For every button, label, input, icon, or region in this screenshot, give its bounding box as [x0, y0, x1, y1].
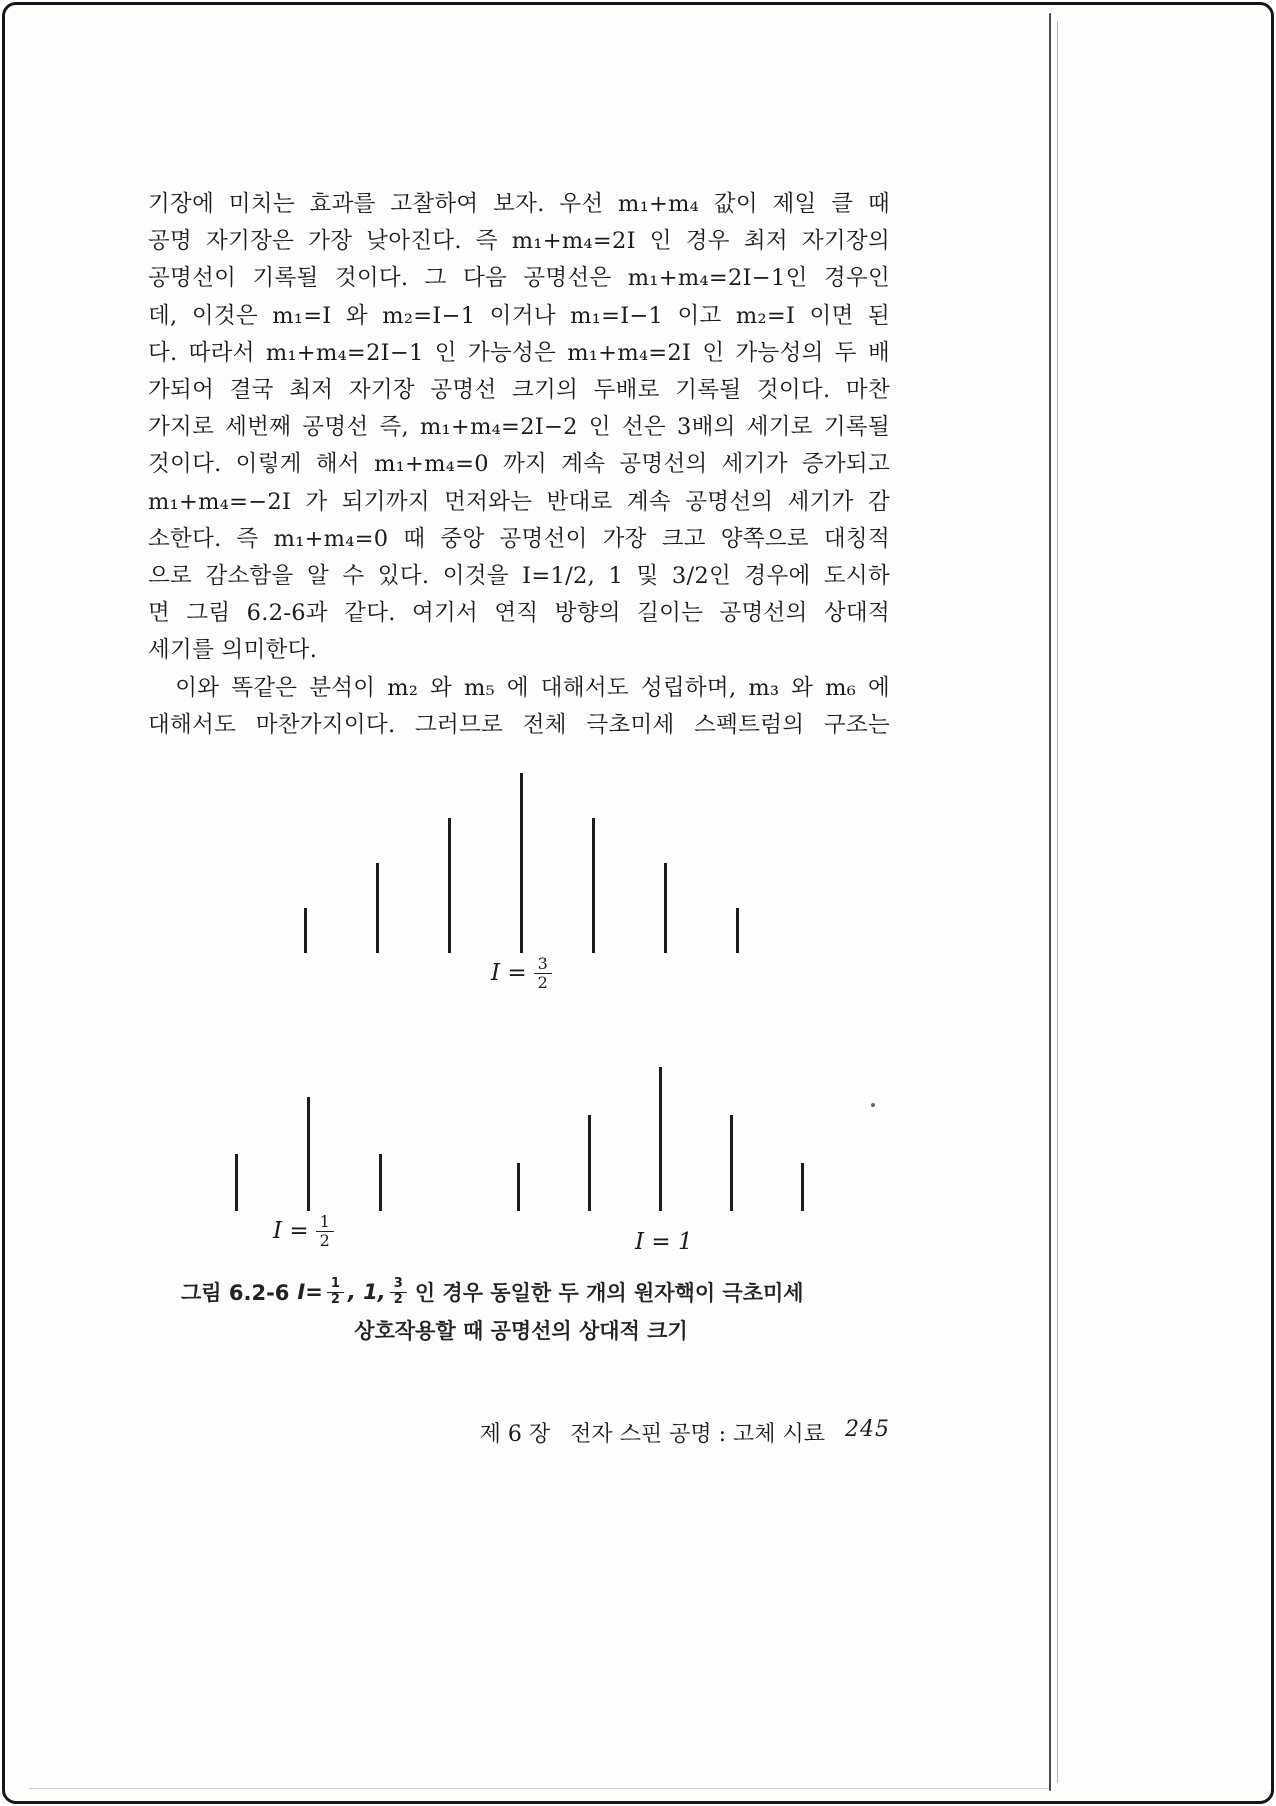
spectrum-label-I-1: [635, 1229, 693, 1255]
spectral-line: [730, 1115, 733, 1211]
body-line: 세기를 의미한다.: [148, 637, 318, 664]
spectrum-label-text: I =: [491, 960, 527, 987]
spectrum-label-text: I =: [273, 1218, 309, 1245]
body-line: 다. 따라서 m₁+m₄=2I−1 인 가능성은 m₁+m₄=2I 인 가능성의 두 배: [148, 339, 890, 366]
fraction-numerator: 3: [390, 1277, 407, 1292]
fraction: [390, 1277, 407, 1307]
spectral-line: [517, 1163, 520, 1211]
spectral-line: [664, 863, 667, 953]
fraction-denominator: 2: [330, 1291, 340, 1307]
figure-caption-line2: 상호작용할 때 공명선의 상대적 크기: [354, 1319, 688, 1343]
spectral-line: [379, 1154, 382, 1211]
page-number: 245: [845, 1417, 890, 1442]
spectrum-label-text: I = 1: [635, 1229, 693, 1255]
figure-number: 그림 6.2-6: [181, 1281, 290, 1305]
fraction: [316, 1213, 334, 1249]
fraction: [327, 1277, 344, 1307]
chapter-label: 제 6 장: [479, 1422, 551, 1447]
body-line: 기장에 미치는 효과를 고찰하여 보자. 우선 m₁+m₄ 값이 제일 클 때: [148, 191, 890, 217]
spectral-line: [659, 1067, 662, 1211]
spectral-line: [736, 908, 739, 953]
chapter-title: 전자 스핀 공명 : 고체 시료: [570, 1422, 825, 1447]
fraction-denominator: 2: [537, 972, 548, 992]
body-line: 면 그림 6.2-6과 같다. 여기서 연직 방향의 길이는 공명선의 상대적: [148, 600, 890, 627]
book-page-edge-line: [1049, 13, 1051, 1791]
spectral-line: [801, 1163, 804, 1211]
spectral-line: [588, 1115, 591, 1211]
body-line: 것이다. 이렇게 해서 m₁+m₄=0 까지 계속 공명선의 세기가 증가되고: [148, 451, 890, 478]
spectral-line: [520, 773, 523, 953]
body-line: m₁+m₄=−2I 가 되기까지 먼저와는 반대로 계속 공명선의 세기가 감: [148, 488, 890, 515]
fraction-denominator: 2: [393, 1291, 403, 1307]
spectrum-I-3-2: [304, 773, 739, 953]
caption-math: [297, 1277, 406, 1307]
body-line: 이와 똑같은 분석이 m₂ 와 m₅ 에 대해서도 성립하며, m₃ 와 m₆ 에: [148, 674, 890, 701]
spectrum-I-1: [517, 1067, 804, 1211]
spectrum-I-1-2: [235, 1097, 382, 1211]
fraction-numerator: 3: [534, 955, 552, 974]
figure-caption: [181, 1277, 925, 1345]
body-line: 공명선이 기록될 것이다. 그 다음 공명선은 m₁+m₄=2I−1인 경우인: [148, 265, 890, 292]
spectrum-label-I-1-2: [273, 1213, 334, 1249]
fraction-denominator: 2: [319, 1230, 330, 1250]
book-page: [2, 2, 1274, 1804]
spectrum-label-I-3-2: [491, 955, 552, 991]
spectral-line: [448, 818, 451, 953]
body-text: [148, 186, 890, 744]
caption-math-mid: , 1,: [347, 1280, 386, 1304]
body-line: 공명 자기장은 가장 낮아진다. 즉 m₁+m₄=2I 인 경우 최저 자기장의: [148, 228, 890, 255]
caption-math-pre: I=: [297, 1280, 323, 1304]
body-line: 가되어 결국 최저 자기장 공명선 크기의 두배로 기록될 것이다. 마찬: [148, 377, 890, 404]
book-page-edge-line-light: [1057, 21, 1058, 1783]
body-line: 소한다. 즉 m₁+m₄=0 때 중앙 공명선이 가장 크고 양쪽으로 대칭적: [148, 525, 890, 552]
body-line: 대해서도 마찬가지이다. 그러므로 전체 극초미세 스펙트럼의 구조는: [148, 711, 890, 738]
scan-artifact-dot: [871, 1103, 875, 1107]
spectral-line: [307, 1097, 310, 1211]
page-footer: [148, 1417, 890, 1448]
caption-text: 인 경우 동일한 두 개의 원자핵이 극초미세: [414, 1281, 804, 1305]
spectral-line: [376, 863, 379, 953]
spectral-line: [592, 818, 595, 953]
spectral-line: [304, 908, 307, 953]
body-line: 가지로 세번째 공명선 즉, m₁+m₄=2I−2 인 선은 3배의 세기로 기록될: [148, 414, 890, 441]
fraction: [534, 955, 552, 991]
figure-caption-line1: [181, 1277, 925, 1307]
fraction-numerator: 1: [327, 1277, 344, 1292]
body-line: 으로 감소함을 알 수 있다. 이것을 I=1/2, 1 및 3/2인 경우에 도시하: [148, 563, 890, 590]
fraction-numerator: 1: [316, 1213, 334, 1232]
book-bottom-edge-line: [29, 1788, 1049, 1789]
body-line: 데, 이것은 m₁=I 와 m₂=I−1 이거나 m₁=I−1 이고 m₂=I 이면 된: [148, 302, 890, 329]
spectral-line: [235, 1154, 238, 1211]
